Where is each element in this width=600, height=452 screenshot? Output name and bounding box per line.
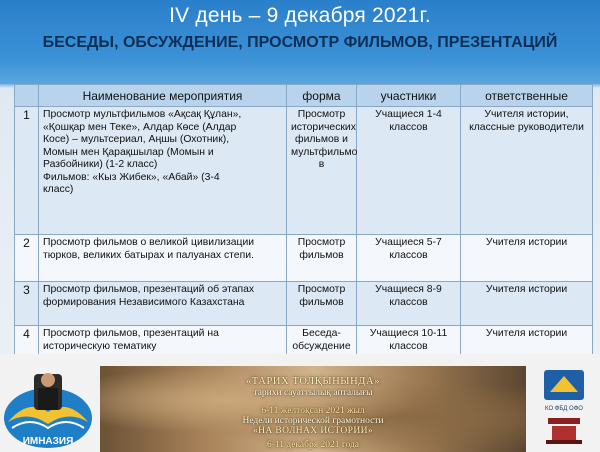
slide-title: IV день – 9 декабря 2021г. [169, 4, 431, 27]
event-line: Момын мен Қарақшылар (Момын и [43, 146, 214, 158]
history-week-banner [100, 366, 526, 452]
responsible-cell: Учителя истории [461, 235, 593, 282]
row-number: 3 [15, 282, 39, 326]
gymnasium-emblem-icon [0, 368, 96, 452]
event-line: Разбойники) (1-2 класс) [43, 159, 158, 170]
event-cell: Просмотр фильмов, презентаций на историческую тематику [39, 326, 287, 370]
event-line: Просмотр мультфильмов «Ақсақ Құлан», [43, 109, 242, 120]
event-cell: Просмотр фильмов о великой цивилизации тюрков, великих батырах и палуанах степи. [39, 235, 287, 282]
banner-line: 6-11 желтоқсан 2021 жыл [261, 406, 365, 416]
row-number: 1 [15, 107, 39, 235]
banner-line: тарихи сауаттылық апталығы [253, 388, 373, 398]
row-number: 4 [15, 326, 39, 370]
education-emblem-icon [528, 366, 600, 452]
banner-line: Недели исторической грамотности [242, 416, 384, 426]
column-header-responsible: ответственные [461, 85, 593, 107]
event-line: Косе) – мультсериал, Аңшы (Охотник), [43, 134, 230, 145]
column-header-participants: участники [357, 85, 461, 107]
column-header-form: форма [287, 85, 357, 107]
logo-text: ИМНАЗИЯ [22, 436, 74, 447]
table-row [15, 235, 593, 282]
form-cell: Просмотр фильмов [287, 235, 357, 282]
participants-cell: Учащиеся 10-11 классов [357, 326, 461, 370]
slide-subtitle: БЕСЕДЫ, ОБСУЖДЕНИЕ, ПРОСМОТР ФИЛЬМОВ, ПРЕЗЕНТАЦИЙ [42, 34, 558, 51]
responsible-cell: Учителя истории, классные руководители [461, 107, 593, 235]
events-table-wrapper [14, 84, 592, 370]
column-header-number [15, 85, 39, 107]
event-line: Фильмов: «Кыз Жибек», «Абай» (3-4 [43, 171, 220, 183]
participants-cell: Учащиеся 1-4 классов [357, 107, 461, 235]
gymnasium-logo [0, 368, 96, 452]
form-cell: Просмотр исторических фильмов и мультфильмо в [287, 107, 357, 235]
banner-line: 6-11 декабря 2021 года [266, 440, 360, 450]
events-table [14, 84, 593, 370]
row-number: 2 [15, 235, 39, 282]
slide-header [0, 0, 600, 84]
table-header-row [15, 85, 593, 107]
form-cell: Просмотр фильмов [287, 282, 357, 326]
event-cell [39, 107, 287, 235]
education-department-logo [528, 366, 600, 452]
event-line: «Қошқар мен Теке», Алдар Көсе (Алдар [43, 121, 237, 133]
event-line: класс) [43, 184, 74, 195]
participants-cell: Учащиеся 5-7 классов [357, 235, 461, 282]
responsible-cell: Учителя истории [461, 326, 593, 370]
table-row [15, 107, 593, 235]
column-header-event: Наименование мероприятия [39, 85, 287, 107]
form-cell: Беседа- обсуждение [287, 326, 357, 370]
participants-cell: Учащиеся 8-9 классов [357, 282, 461, 326]
table-row [15, 282, 593, 326]
responsible-cell: Учителя истории [461, 282, 593, 326]
logo-text: КО ФБД ОФО [545, 406, 583, 412]
event-cell: Просмотр фильмов, презентаций об этапах формирования Независимого Казахстана [39, 282, 287, 326]
banner-line: «НА ВОЛНАХ ИСТОРИИ» [252, 426, 374, 436]
banner-line: «ТАРИХ ТОЛҚЫНЫНДА» [245, 376, 381, 387]
